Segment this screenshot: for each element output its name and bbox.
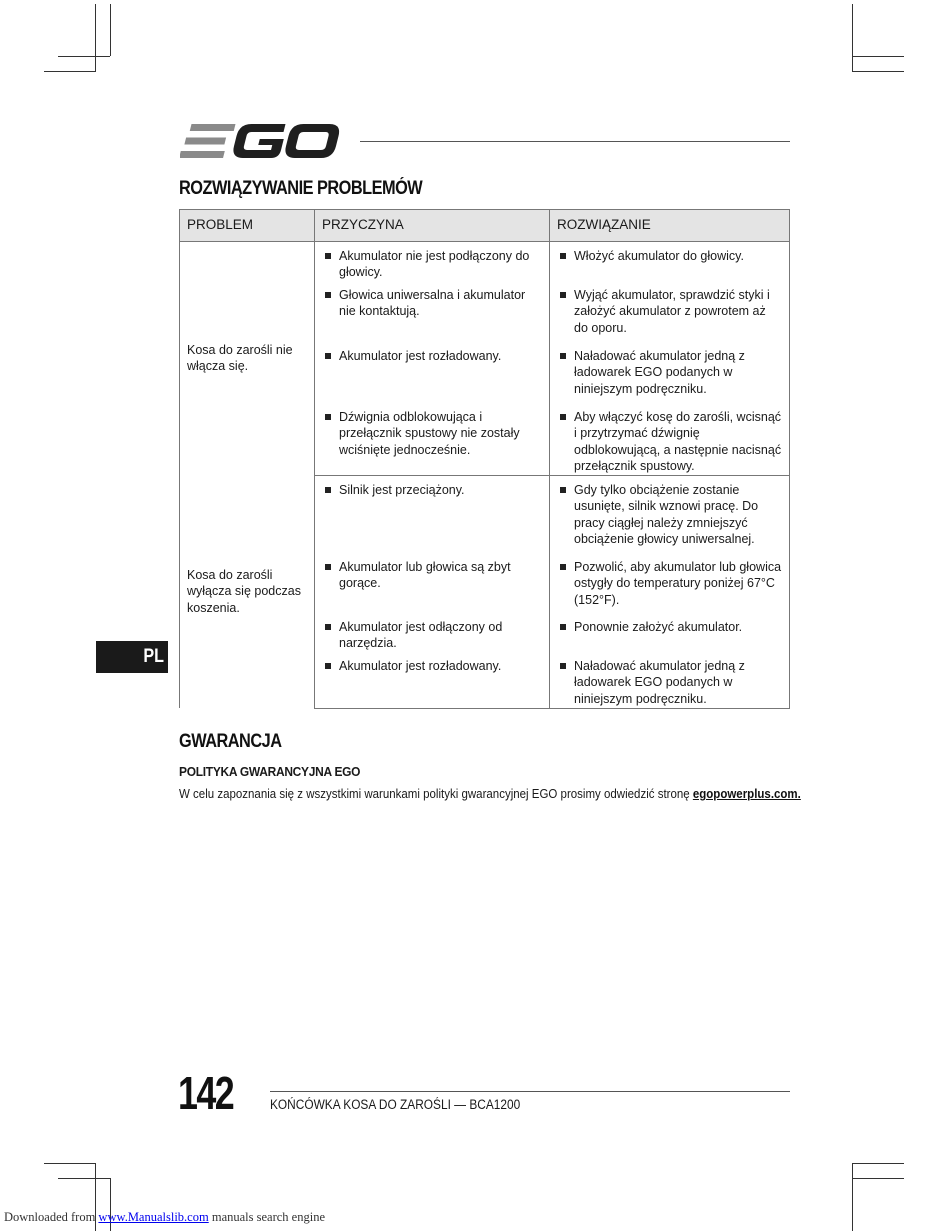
- crop-mark: [44, 1163, 96, 1164]
- crop-mark: [58, 56, 110, 57]
- table-header-row: [180, 210, 790, 242]
- problem-cell: [180, 475, 315, 708]
- solution-cell: [550, 553, 790, 613]
- crop-mark: [852, 1163, 904, 1164]
- cause-text: Dźwignia odblokowująca i przełącznik spustowy nie zostały wciśnięte jednocześnie.: [339, 409, 520, 457]
- solution-text: Aby włączyć kosę do zarośli, wcisnąć i przytrzymać dźwignię odblokowującą, a następnie nacisnąć przełącznik spustowy.: [574, 409, 782, 473]
- bullet-icon: [560, 414, 566, 420]
- solution-cell: [550, 475, 790, 553]
- solution-cell: [550, 281, 790, 342]
- solution-text: Gdy tylko obciążenie zostanie usunięte, silnik wznowi pracę. Do pracy ciągłej należy zmniejszyć obciążenie głowicy uniwersalnej.: [574, 482, 759, 546]
- download-note: [4, 1210, 325, 1225]
- troubleshooting-title: ROZWIĄZYWANIE PROBLEMÓW: [179, 178, 423, 199]
- bullet-icon: [560, 663, 566, 669]
- solution-cell: [550, 403, 790, 476]
- cause-text: Silnik jest przeciążony.: [339, 482, 465, 497]
- cause-text: Akumulator jest rozładowany.: [339, 658, 502, 673]
- cause-cell: [315, 475, 550, 553]
- solution-cell: [550, 652, 790, 709]
- bullet-icon: [325, 253, 331, 259]
- footer-rule: [270, 1091, 790, 1092]
- footer-text: KOŃCÓWKA KOSA DO ZAROŚLI — BCA1200: [270, 1097, 521, 1112]
- bullet-icon: [560, 253, 566, 259]
- warranty-link[interactable]: egopowerplus.com.: [692, 787, 801, 801]
- bullet-icon: [325, 414, 331, 420]
- bullet-icon: [325, 564, 331, 570]
- warranty-text-body: W celu zapoznania się z wszystkimi warunkami polityki gwarancyjnej EGO prosimy odwiedzić stronę: [179, 787, 693, 801]
- bullet-icon: [325, 487, 331, 493]
- cause-cell: [315, 403, 550, 476]
- header-problem: PROBLEM: [180, 210, 315, 242]
- crop-mark: [44, 71, 96, 72]
- crop-mark: [58, 1178, 110, 1179]
- bullet-icon: [325, 663, 331, 669]
- crop-mark: [852, 56, 904, 57]
- problem-cell: [180, 241, 315, 475]
- solution-text: Naładować akumulator jedną z ładowarek EGO podanych w niniejszym podręczniku.: [574, 348, 745, 396]
- cause-cell: [315, 241, 550, 281]
- cause-text: Akumulator jest odłączony od narzędzia.: [339, 619, 503, 650]
- header-solution: ROZWIĄZANIE: [550, 210, 790, 242]
- solution-cell: [550, 613, 790, 652]
- bullet-icon: [560, 624, 566, 630]
- bullet-icon: [325, 353, 331, 359]
- warranty-title: GWARANCJA: [179, 731, 282, 752]
- solution-text: Ponownie założyć akumulator.: [574, 619, 743, 634]
- solution-text: Wyjąć akumulator, sprawdzić styki i założyć akumulator z powrotem aż do oporu.: [574, 287, 770, 335]
- cause-text: Akumulator jest rozładowany.: [339, 348, 502, 363]
- crop-mark: [95, 4, 96, 72]
- bullet-icon: [325, 292, 331, 298]
- bullet-icon: [560, 487, 566, 493]
- bullet-icon: [560, 564, 566, 570]
- table-row: [180, 241, 790, 281]
- cause-cell: [315, 342, 550, 403]
- troubleshooting-table: [179, 209, 790, 709]
- table-row: [180, 475, 790, 553]
- bullet-icon: [560, 353, 566, 359]
- cause-cell: [315, 553, 550, 613]
- cause-cell: [315, 652, 550, 709]
- solution-text: Pozwolić, aby akumulator lub głowica ostygły do temperatury poniżej 67°C (152°F).: [574, 559, 782, 607]
- cause-cell: [315, 613, 550, 652]
- cause-text: Akumulator nie jest podłączony do głowicy.: [339, 248, 530, 279]
- crop-mark: [852, 71, 904, 72]
- solution-text: Naładować akumulator jedną z ładowarek EGO podanych w niniejszym podręczniku.: [574, 658, 745, 706]
- header-rule: [360, 141, 790, 142]
- cause-text: Głowica uniwersalna i akumulator nie kontaktują.: [339, 287, 526, 318]
- language-tab-label: PL: [143, 646, 164, 667]
- crop-mark: [852, 4, 853, 72]
- warranty-subtitle: POLITYKA GWARANCYJNA EGO: [179, 764, 361, 779]
- solution-text: Włożyć akumulator do głowicy.: [574, 248, 744, 263]
- page-number: 142: [178, 1067, 234, 1119]
- crop-mark: [852, 1178, 904, 1179]
- download-note-suffix: manuals search engine: [208, 1210, 325, 1224]
- problem-text: Kosa do zarośli wyłącza się podczas koszenia.: [187, 567, 301, 615]
- cause-text: Akumulator lub głowica są zbyt gorące.: [339, 559, 511, 590]
- problem-text: Kosa do zarośli nie włącza się.: [187, 342, 293, 374]
- header-cause: PRZYCZYNA: [315, 210, 550, 242]
- download-note-prefix: Downloaded from: [4, 1210, 99, 1224]
- bullet-icon: [325, 624, 331, 630]
- ego-logo: [180, 122, 345, 160]
- crop-mark: [852, 1163, 853, 1231]
- crop-mark: [110, 4, 111, 56]
- language-tab: [96, 641, 168, 673]
- warranty-text: [179, 787, 801, 801]
- bullet-icon: [560, 292, 566, 298]
- solution-cell: [550, 241, 790, 281]
- cause-cell: [315, 281, 550, 342]
- manualslib-link[interactable]: www.Manualslib.com: [98, 1210, 209, 1224]
- solution-cell: [550, 342, 790, 403]
